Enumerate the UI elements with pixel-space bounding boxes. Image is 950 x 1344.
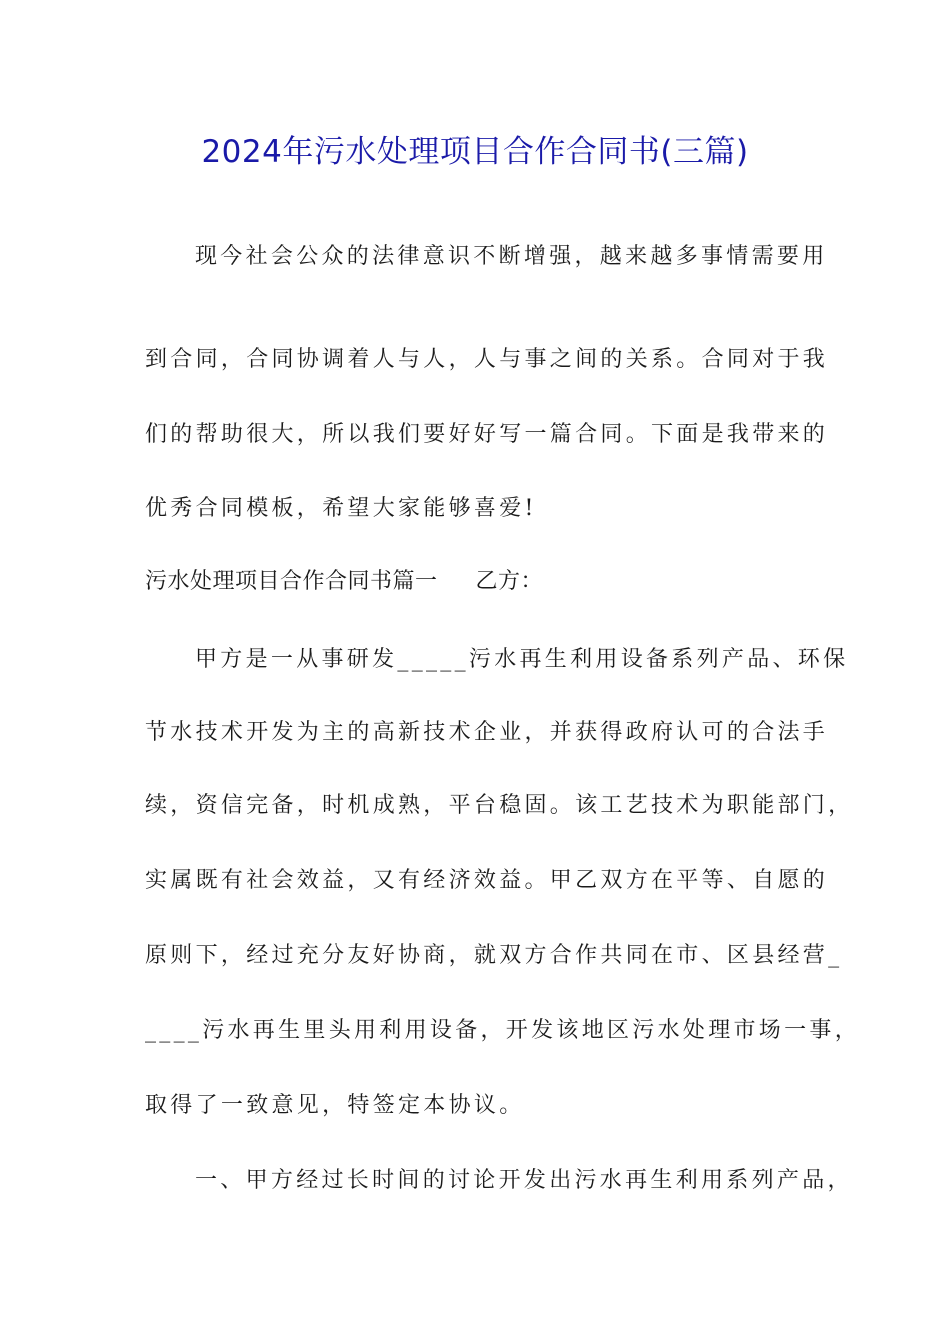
section-heading: 污水处理项目合作合同书篇一 <box>145 569 438 594</box>
body-line: ____污水再生里头用利用设备，开发该地区污水处理市场一事， <box>145 1018 861 1043</box>
section-heading-row <box>145 567 543 597</box>
intro-line: 现今社会公众的法律意识不断增强，越来越多事情需要用 <box>195 244 828 269</box>
body-line: 节水技术开发为主的高新技术企业，并获得政府认可的合法手 <box>145 720 829 745</box>
intro-line: 们的帮助很大，所以我们要好好写一篇合同。下面是我带来的 <box>145 422 829 447</box>
body-line: 原则下，经过充分友好协商，就双方合作共同在市、区县经营_ <box>145 943 843 968</box>
body-line: 续，资信完备，时机成熟，平台稳固。该工艺技术为职能部门， <box>145 793 854 818</box>
intro-line: 到合同，合同协调着人与人，人与事之间的关系。合同对于我 <box>145 347 829 372</box>
document-title: 2024年污水处理项目合作合同书(三篇) <box>201 134 749 170</box>
clause-line: 一、甲方经过长时间的讨论开发出污水再生利用系列产品， <box>195 1168 853 1193</box>
party-b-label: 乙方： <box>475 569 544 594</box>
body-line: 实属既有社会效益，又有经济效益。甲乙双方在平等、自愿的 <box>145 868 829 893</box>
intro-line: 优秀合同模板，希望大家能够喜爱! <box>145 496 537 521</box>
body-line: 取得了一致意见，特签定本协议。 <box>145 1093 525 1118</box>
body-line: 甲方是一从事研发_____污水再生利用设备系列产品、环保 <box>195 647 849 672</box>
